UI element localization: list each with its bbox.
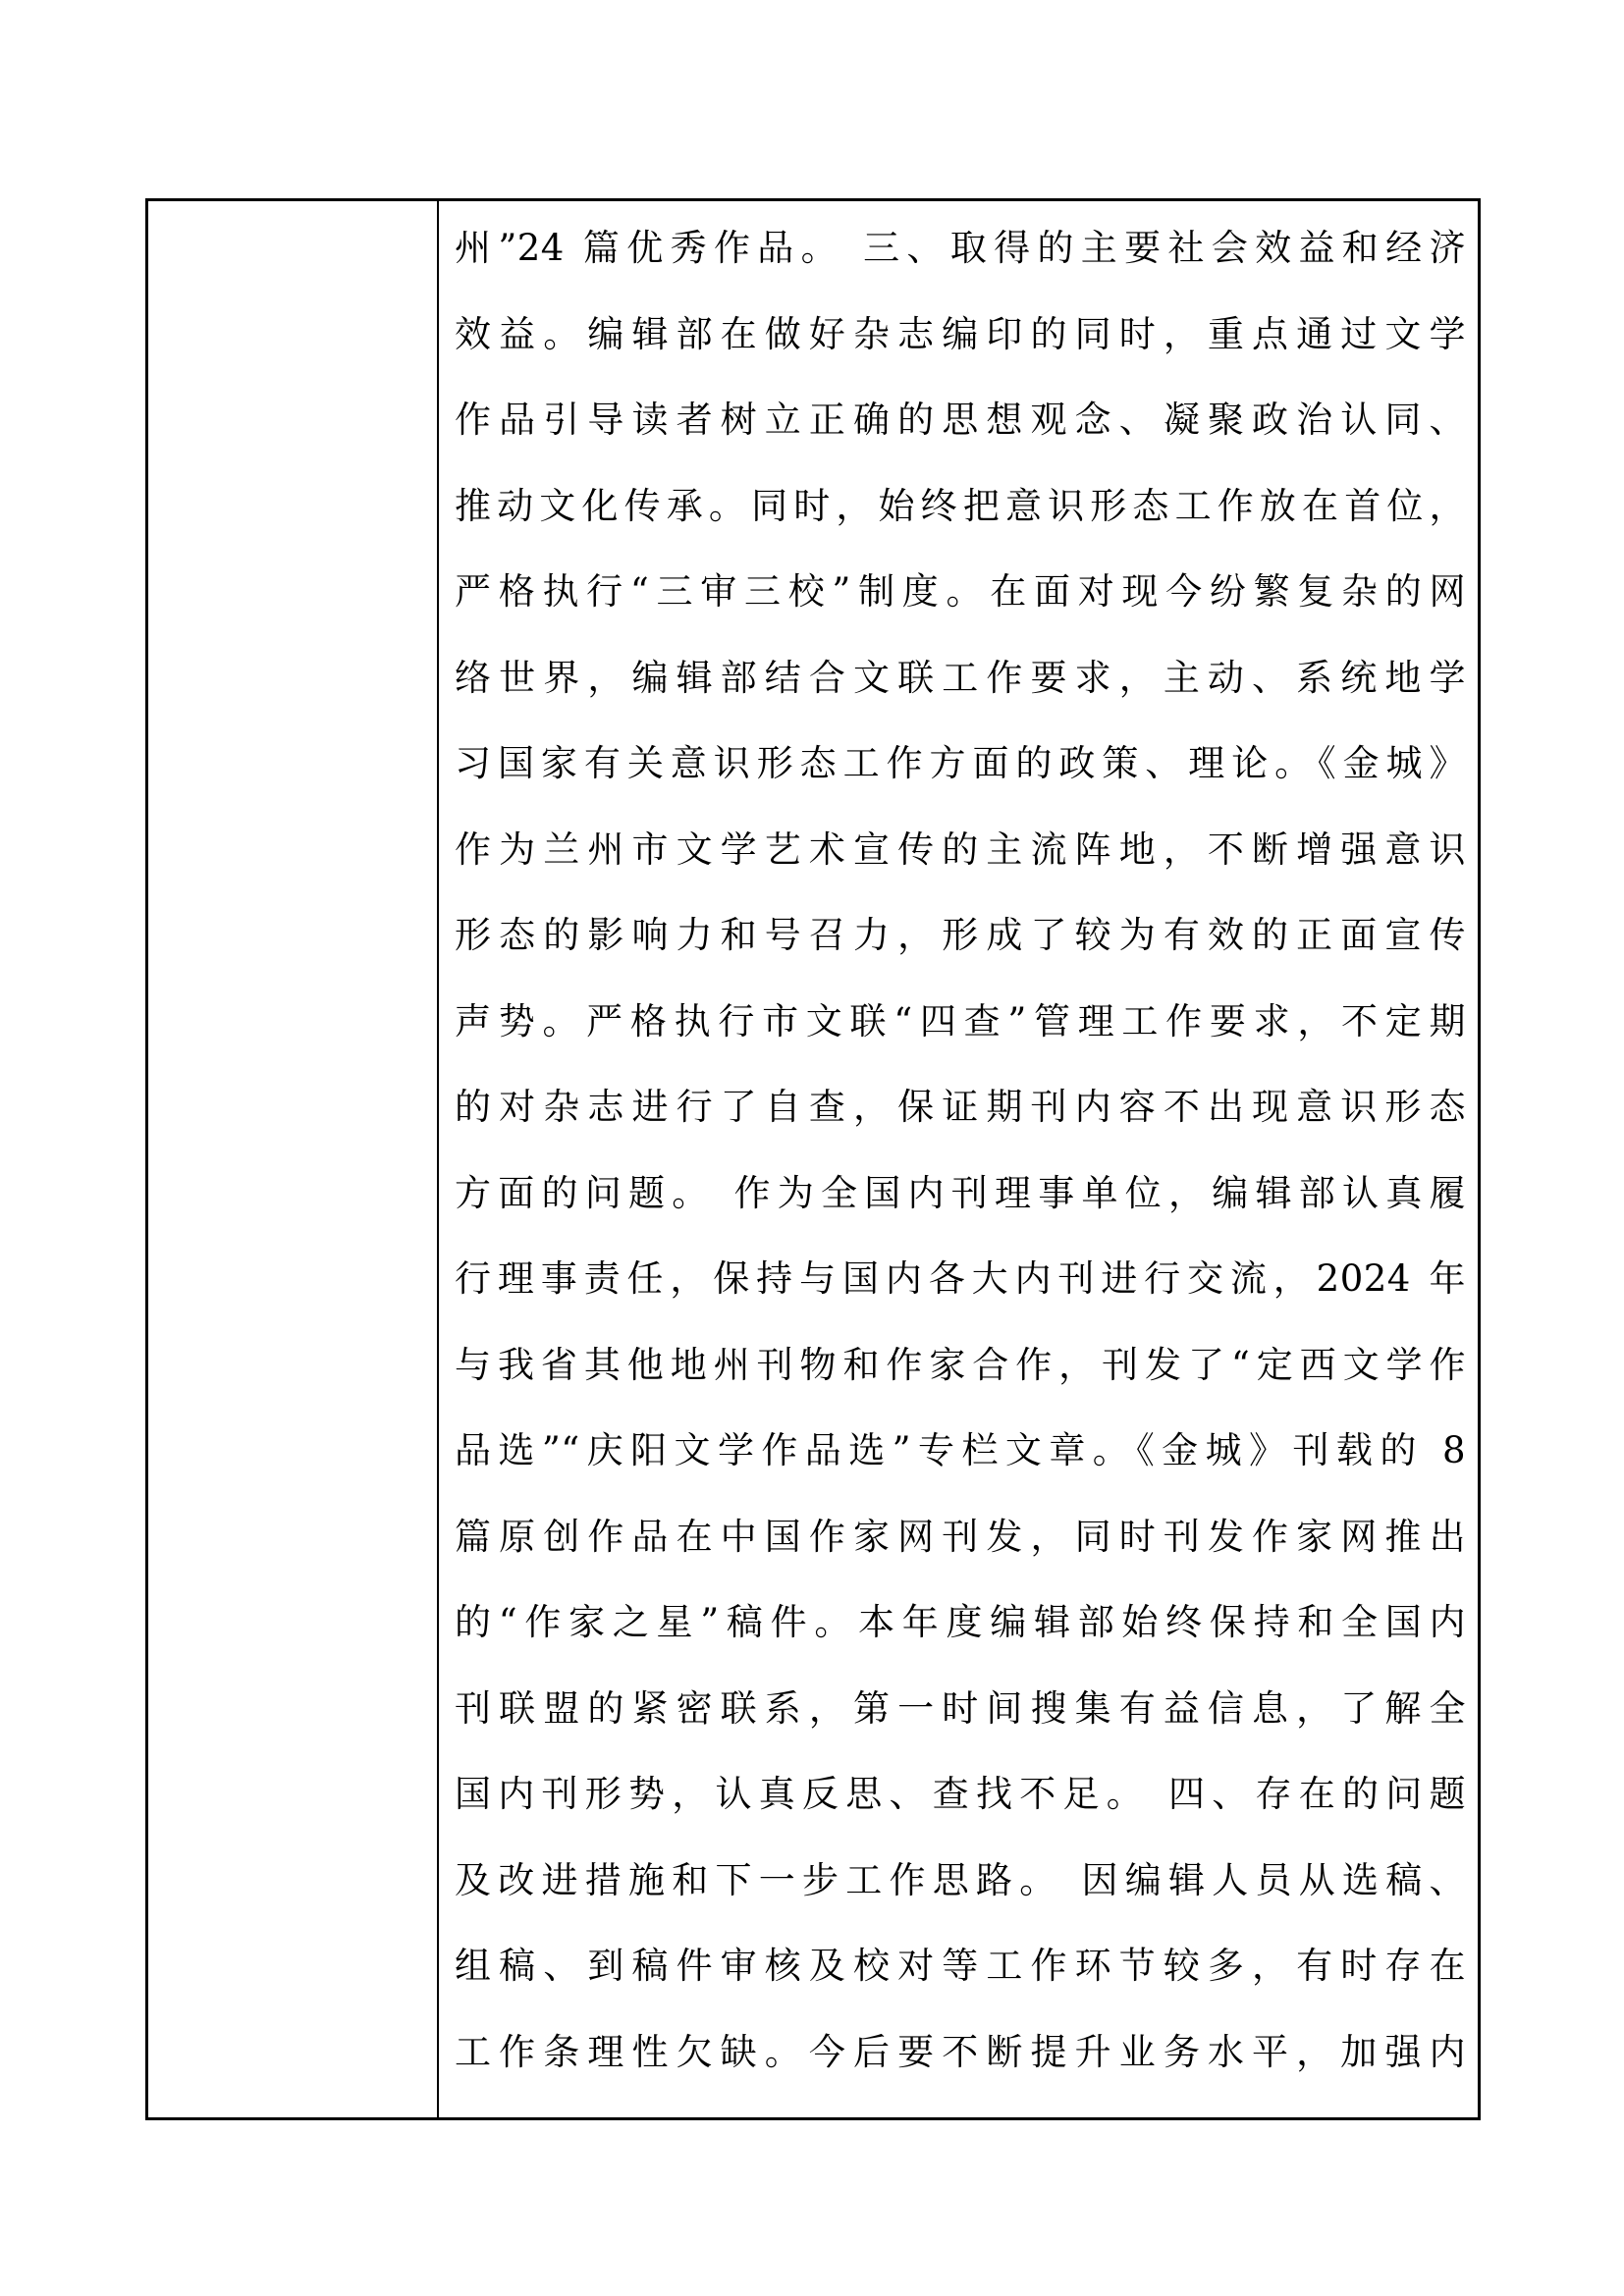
text-line: 作品引导读者树立正确的思想观念、凝聚政治认同、 xyxy=(455,399,1466,441)
text-line: 方面的问题。 作为全国内刊理事单位，编辑部认真履 xyxy=(455,1171,1466,1214)
text-line: 组稿、到稿件审核及校对等工作环节较多，有时存在 xyxy=(455,1945,1466,1987)
text-line: 品选”“庆阳文学作品选”专栏文章。《金城》刊载的 8 xyxy=(455,1429,1466,1471)
text-line: 络世界，编辑部结合文联工作要求，主动、系统地学 xyxy=(455,656,1466,699)
text-line: 的对杂志进行了自查，保证期刊内容不出现意识形态 xyxy=(455,1086,1466,1128)
text-line: 作为兰州市文学艺术宣传的主流阵地，不断增强意识 xyxy=(455,828,1466,871)
content-cell xyxy=(439,201,1478,2117)
text-line: 行理事责任，保持与国内各大内刊进行交流，2024 年 xyxy=(455,1257,1466,1300)
text-line: 声势。严格执行市文联“四查”管理工作要求，不定期 xyxy=(455,999,1466,1042)
text-line: 州”24 篇优秀作品。 三、取得的主要社会效益和经济 xyxy=(455,227,1466,269)
text-line: 及改进措施和下一步工作思路。 因编辑人员从选稿、 xyxy=(455,1858,1466,1901)
text-line: 的“作家之星”稿件。本年度编辑部始终保持和全国内 xyxy=(455,1601,1466,1643)
text-line: 工作条理性欠缺。今后要不断提升业务水平，加强内 xyxy=(455,2030,1466,2073)
text-line: 习国家有关意识形态工作方面的政策、理论。《金城》 xyxy=(455,742,1466,784)
text-line: 推动文化传承。同时，始终把意识形态工作放在首位， xyxy=(455,484,1466,527)
text-line: 与我省其他地州刊物和作家合作，刊发了“定西文学作 xyxy=(455,1343,1466,1386)
text-line: 效益。编辑部在做好杂志编印的同时，重点通过文学 xyxy=(455,312,1466,355)
text-line: 国内刊形势，认真反思、查找不足。 四、存在的问题 xyxy=(455,1773,1466,1815)
label-cell xyxy=(148,201,439,2117)
text-line: 严格执行“三审三校”制度。在面对现今纷繁复杂的网 xyxy=(455,570,1466,613)
text-line: 刊联盟的紧密联系，第一时间搜集有益信息，了解全 xyxy=(455,1686,1466,1730)
report-table xyxy=(145,198,1481,2120)
text-line: 篇原创作品在中国作家网刊发，同时刊发作家网推出 xyxy=(455,1515,1466,1558)
text-line: 形态的影响力和号召力，形成了较为有效的正面宣传 xyxy=(455,914,1466,956)
